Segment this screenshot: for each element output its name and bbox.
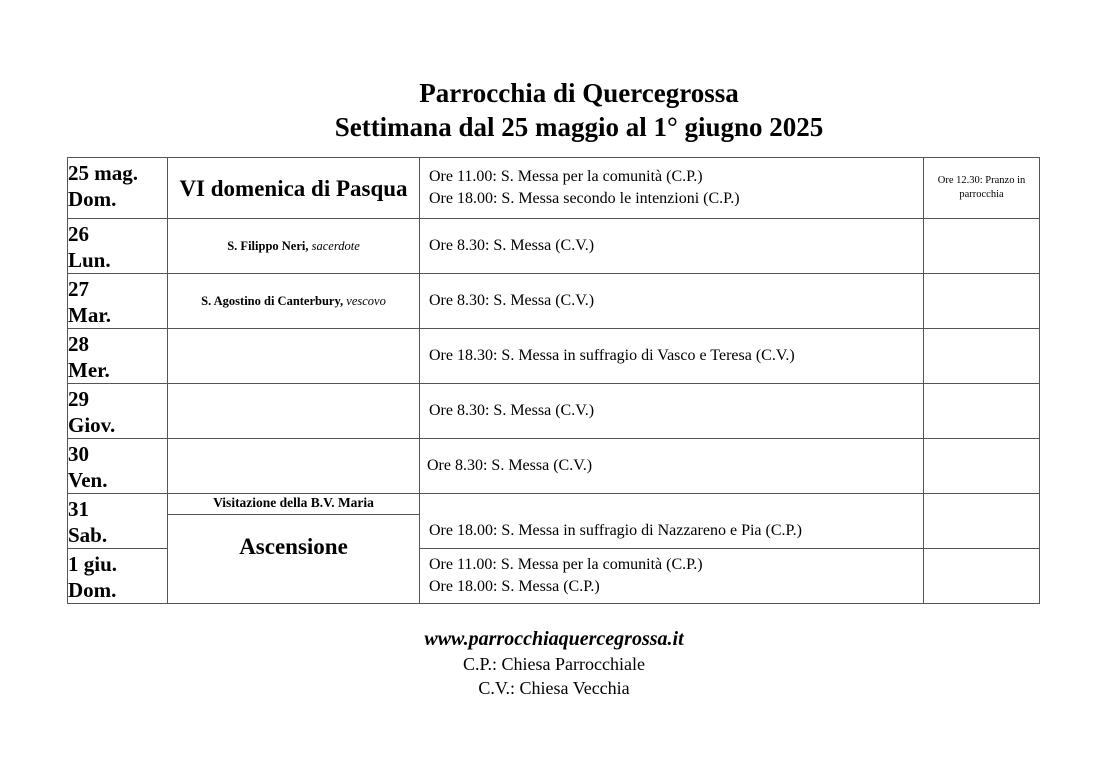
- day-number: 25 mag.: [68, 161, 138, 185]
- note-cell: [924, 274, 1040, 329]
- day-weekday: Ven.: [68, 468, 108, 492]
- table-row: [68, 329, 1040, 384]
- table-row: [68, 219, 1040, 274]
- event-line: Ore 11.00: S. Messa per la comunità (C.P.): [429, 556, 703, 573]
- feast-name: S. Filippo Neri,: [227, 238, 309, 253]
- day-cell: [68, 219, 168, 274]
- day-weekday: Mar.: [68, 303, 111, 327]
- table-row: [68, 384, 1040, 439]
- feast-cell: [168, 515, 420, 604]
- event-line: Ore 8.30: S. Messa (C.V.): [427, 457, 593, 474]
- note-cell: [924, 329, 1040, 384]
- event-line: Ore 8.30: S. Messa (C.V.): [429, 402, 595, 419]
- day-weekday: Dom.: [68, 187, 117, 211]
- day-number: 31: [68, 497, 89, 521]
- feast-name: Ascensione: [239, 534, 348, 559]
- table-row: [68, 274, 1040, 329]
- day-cell: [68, 494, 168, 549]
- day-number: 28: [68, 332, 89, 356]
- page-subtitle: Settimana dal 25 maggio al 1° giugno 2025: [334, 112, 824, 142]
- event-line: Ore 18.00: S. Messa secondo le intenzioni (C.P.): [429, 190, 740, 207]
- day-weekday: Sab.: [68, 523, 108, 547]
- events-cell: [420, 494, 924, 549]
- day-cell: [68, 549, 168, 604]
- events-cell: [420, 219, 924, 274]
- table-row: [68, 158, 1040, 219]
- event-line: Ore 18.00: S. Messa (C.P.): [429, 578, 600, 595]
- note-cell: [924, 494, 1040, 549]
- events-cell: [420, 384, 924, 439]
- feast-name: Visitazione della B.V. Maria: [213, 495, 374, 510]
- day-cell: [68, 158, 168, 219]
- day-number: 1 giu.: [68, 552, 118, 576]
- events-cell: [420, 439, 924, 494]
- note-cell: [924, 549, 1040, 604]
- day-number: 30: [68, 442, 89, 466]
- event-line: Ore 18.00: S. Messa in suffragio di Nazzareno e Pia (C.P.): [429, 522, 802, 539]
- schedule-table: [67, 157, 1040, 604]
- day-cell: [68, 329, 168, 384]
- legend-cv: C.V.: Chiesa Vecchia: [478, 678, 630, 698]
- website-link[interactable]: www.parrocchiaquercegrossa.it: [424, 628, 684, 650]
- feast-cell: [168, 494, 420, 515]
- feast-cell: [168, 329, 420, 384]
- day-weekday: Mer.: [68, 358, 110, 382]
- day-number: 29: [68, 387, 89, 411]
- day-weekday: Lun.: [68, 248, 111, 272]
- event-line: Ore 8.30: S. Messa (C.V.): [429, 292, 595, 309]
- feast-name: S. Agostino di Canterbury,: [201, 293, 344, 308]
- feast-title: vescovo: [346, 293, 386, 308]
- note-cell: Ore 12.30: Pranzo in parrocchia: [924, 158, 1040, 219]
- table-row: [68, 439, 1040, 494]
- day-cell: [68, 274, 168, 329]
- feast-cell: [168, 439, 420, 494]
- feast-cell: [168, 384, 420, 439]
- feast-cell: [168, 219, 420, 274]
- feast-cell: VI domenica di Pasqua: [168, 158, 420, 219]
- day-cell: [68, 384, 168, 439]
- note-cell: [924, 219, 1040, 274]
- note-cell: [924, 439, 1040, 494]
- legend-cp: C.P.: Chiesa Parrocchiale: [463, 654, 645, 674]
- table-row: [68, 494, 1040, 515]
- note-cell: [924, 384, 1040, 439]
- day-weekday: Dom.: [68, 578, 117, 602]
- events-cell: [420, 549, 924, 604]
- events-cell: [420, 329, 924, 384]
- feast-cell: [168, 274, 420, 329]
- event-line: Ore 8.30: S. Messa (C.V.): [429, 237, 595, 254]
- events-cell: [420, 274, 924, 329]
- feast-title: sacerdote: [311, 238, 360, 253]
- event-line: Ore 18.30: S. Messa in suffragio di Vasco e Teresa (C.V.): [429, 347, 795, 364]
- day-cell: [68, 439, 168, 494]
- event-line: Ore 11.00: S. Messa per la comunità (C.P.): [429, 168, 703, 185]
- events-cell: [420, 158, 924, 219]
- day-number: 27: [68, 277, 89, 301]
- day-number: 26: [68, 222, 89, 246]
- day-weekday: Giov.: [68, 413, 116, 437]
- page-title: Parrocchia di Quercegrossa: [419, 78, 739, 108]
